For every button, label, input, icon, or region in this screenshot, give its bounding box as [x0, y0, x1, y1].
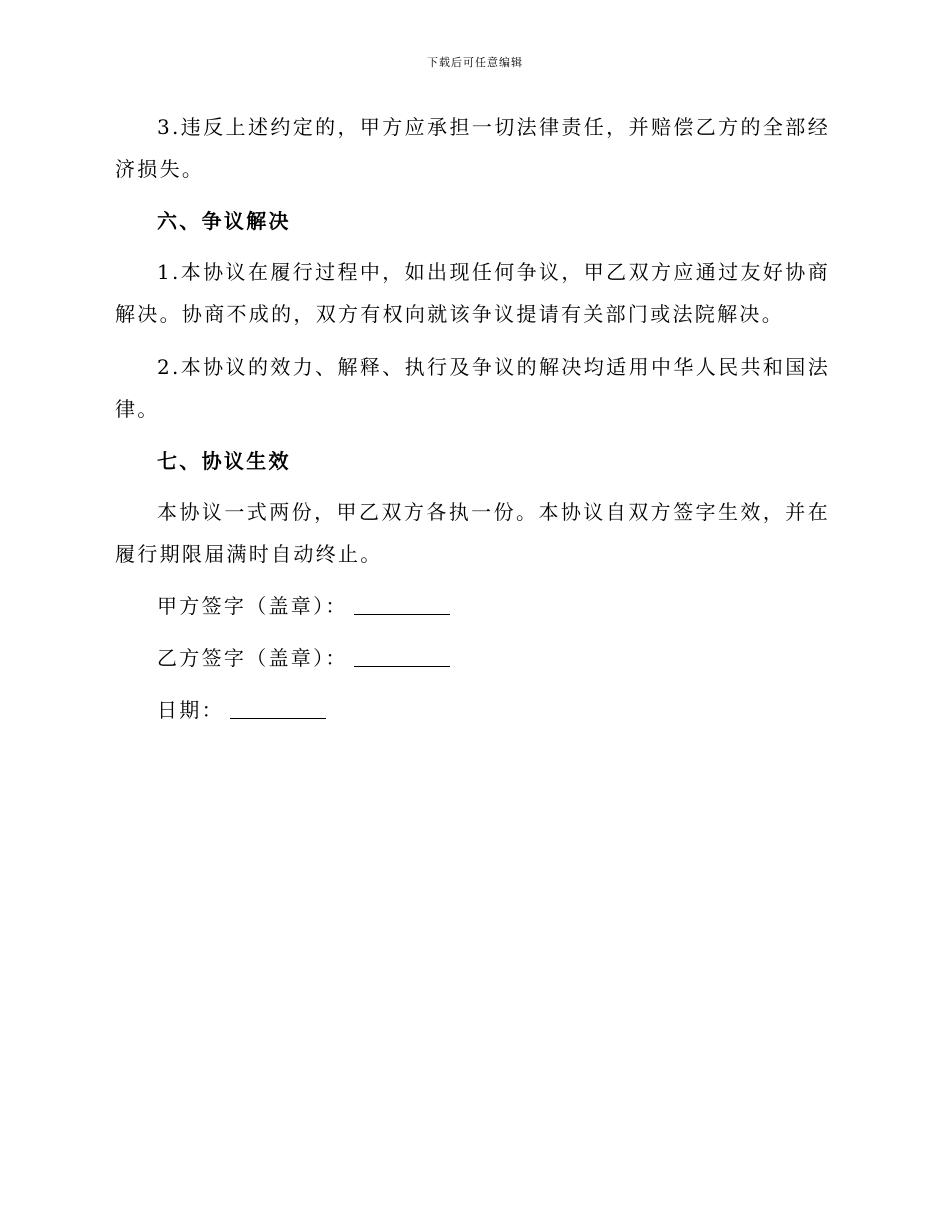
party-b-signature-label: 乙方签字（盖章）：	[157, 646, 348, 670]
party-b-signature-blank[interactable]	[354, 648, 450, 667]
party-b-signature-line	[157, 643, 450, 673]
date-blank[interactable]	[230, 700, 326, 719]
paragraph-dispute-2: 2.本协议的效力、解释、执行及争议的解决均适用中华人民共和国法律。	[115, 355, 830, 421]
paragraph-effect: 本协议一式两份，甲乙双方各执一份。本协议自双方签字生效，并在履行期限届满时自动终止。	[115, 500, 830, 566]
party-a-signature-label: 甲方签字（盖章）：	[157, 594, 348, 618]
page-header-note: 下载后可任意编辑	[427, 56, 523, 69]
heading-dispute-resolution: 六、争议解决	[157, 209, 291, 233]
party-a-signature-blank[interactable]	[354, 596, 450, 615]
paragraph-dispute-1: 1.本协议在履行过程中，如出现任何争议，甲乙双方应通过友好协商解决。协商不成的，双方有权向就该争议提请有关部门或法院解决。	[115, 260, 830, 326]
heading-agreement-effect: 七、协议生效	[157, 449, 291, 473]
date-line	[157, 695, 326, 725]
party-a-signature-line	[157, 591, 450, 621]
paragraph-violation: 3.违反上述约定的，甲方应承担一切法律责任，并赔偿乙方的全部经济损失。	[115, 115, 830, 181]
date-label: 日期：	[157, 698, 224, 722]
